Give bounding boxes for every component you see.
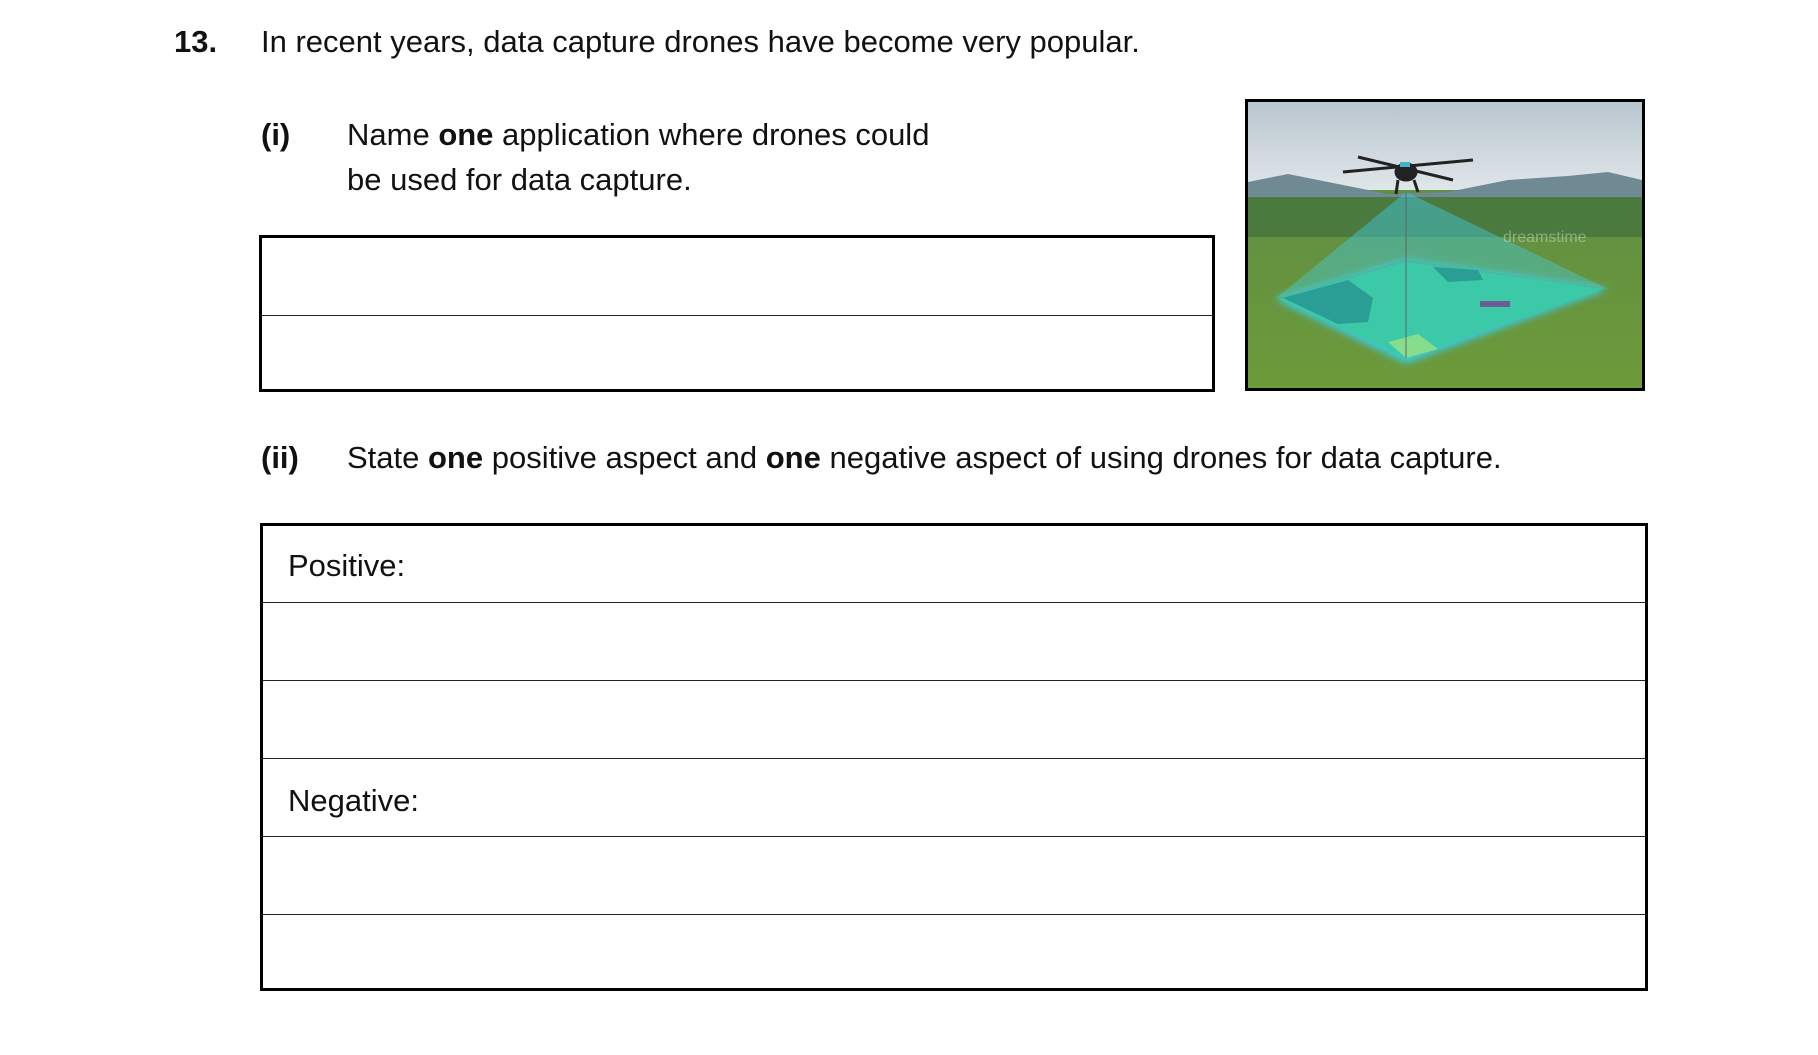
drone-data-capture-image [1245,99,1645,391]
drone-photo [1248,102,1642,388]
answer-line [263,836,1645,837]
answer-line [263,914,1645,915]
part-ii-label: (ii) [261,440,299,475]
part-i-text-line2: be used for data capture. [347,162,692,197]
answer-line [262,315,1212,316]
negative-label: Negative: [288,783,419,818]
answer-line [263,602,1645,603]
part-ii-answer-box[interactable] [260,523,1648,991]
positive-label: Positive: [288,548,406,583]
part-i-answer-box[interactable] [259,235,1215,392]
part-i-text: Name one application where drones could [347,117,930,152]
question-stem: In recent years, data capture drones have become very popular. [261,24,1140,59]
answer-line [263,758,1645,759]
question-number: 13. [174,24,218,59]
image-watermark: dreamstime [1503,229,1587,246]
part-ii-text: State one positive aspect and one negative aspect of using drones for data capture. [347,440,1502,475]
answer-line [263,680,1645,681]
part-i-label: (i) [261,117,291,152]
